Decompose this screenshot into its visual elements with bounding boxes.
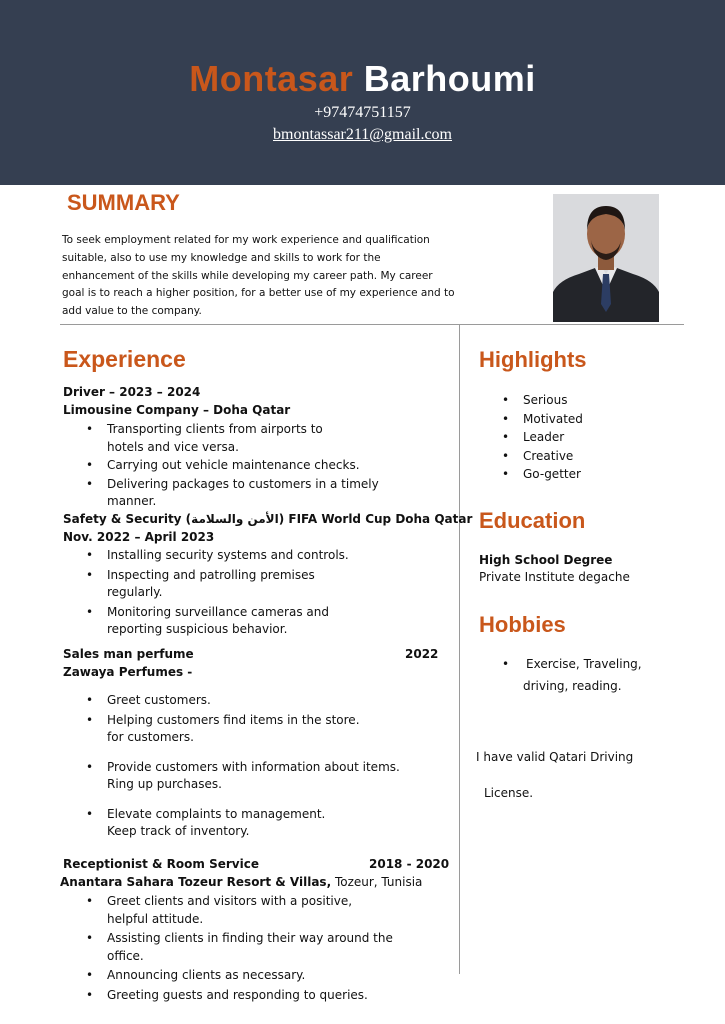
job-title: Safety & Security (الأمن والسلامة) FIFA World Cup Doha Qatar: [63, 512, 473, 526]
job-duties-list: [63, 692, 400, 841]
highlights-list: [479, 391, 583, 484]
experience-heading: Experience: [63, 346, 186, 372]
section-divider-horizontal: [60, 324, 684, 325]
hobbies-continued: driving, reading.: [523, 679, 622, 693]
phone-number: +97474751157: [314, 104, 411, 121]
job-title: Driver – 2023 – 2024: [63, 385, 201, 399]
list-item: • Exercise, Traveling,: [479, 656, 642, 674]
hobbies-list: [479, 656, 642, 674]
education-heading: Education: [479, 508, 586, 533]
list-item: • Provide customers with information about items. Ring up purchases.: [63, 759, 400, 794]
list-item: • Leader: [479, 428, 583, 447]
education-degree: High School Degree: [479, 553, 613, 567]
license-text: I have valid Qatari Driving: [476, 750, 634, 764]
license-text-continued: License.: [484, 786, 534, 800]
candidate-name: [0, 58, 725, 100]
column-divider-vertical: [459, 324, 460, 974]
job-title: Receptionist & Room Service: [63, 857, 259, 871]
job-company: Limousine Company – Doha Qatar: [63, 403, 291, 417]
list-item: • Greeting guests and responding to queries.: [63, 987, 393, 1005]
list-item: • Greet customers.: [63, 692, 400, 710]
list-item: • Assisting clients in finding their way around the office.: [63, 930, 393, 965]
list-item: • Monitoring surveillance cameras and reporting suspicious behavior.: [63, 604, 349, 639]
last-name: Barhoumi: [363, 58, 536, 99]
job-duties-list: [63, 547, 349, 639]
summary-line: add value to the company.: [62, 305, 202, 318]
header-banner: [0, 0, 725, 185]
list-item: • Motivated: [479, 410, 583, 429]
list-item: • Inspecting and patrolling premises regularly.: [63, 567, 349, 602]
job-dates: Nov. 2022 – April 2023: [63, 530, 215, 544]
summary-heading: SUMMARY: [67, 190, 180, 215]
job-years: 2018 - 2020: [369, 857, 450, 871]
first-name: Montasar: [189, 58, 354, 99]
list-item: • Elevate complaints to management. Keep track of inventory.: [63, 806, 400, 841]
job-title: Sales man perfume: [63, 647, 194, 661]
summary-line: suitable, also to use my knowledge and skills to work for the: [62, 251, 381, 264]
highlights-heading: Highlights: [479, 347, 587, 372]
list-item: • Go-getter: [479, 465, 583, 484]
list-item: • Creative: [479, 447, 583, 466]
profile-photo-image: [553, 194, 659, 322]
list-item: • Transporting clients from airports to hotels and vice versa.: [63, 421, 379, 456]
profile-photo: [553, 194, 659, 322]
list-item: • Helping customers find items in the store. for customers.: [63, 712, 400, 747]
list-item: • Greet clients and visitors with a positive, helpful attitude.: [63, 893, 393, 928]
list-item: • Installing security systems and controls.: [63, 547, 349, 565]
summary-text: [62, 232, 457, 321]
summary-line: enhancement of the skills while developing my career path. My career: [62, 269, 433, 282]
summary-line: To seek employment related for my work experience and qualification: [62, 234, 430, 246]
hobbies-heading: Hobbies: [479, 612, 566, 637]
job-duties-list: [63, 893, 393, 1004]
job-company: Zawaya Perfumes -: [63, 665, 193, 679]
job-year: 2022: [405, 647, 439, 661]
list-item: • Serious: [479, 391, 583, 410]
job-duties-list: [63, 421, 379, 511]
job-company: Anantara Sahara Tozeur Resort & Villas, Tozeur, Tunisia: [60, 875, 423, 889]
list-item: • Carrying out vehicle maintenance checks.: [63, 457, 379, 475]
education-institute: Private Institute degache: [479, 570, 630, 584]
list-item: • Delivering packages to customers in a timely manner.: [63, 476, 379, 511]
summary-line: goal is to reach a higher position, for a better use of my experience and to: [62, 287, 455, 300]
list-item: • Announcing clients as necessary.: [63, 967, 393, 985]
job-title-arabic: الأمن والسلامة: [191, 512, 279, 526]
email-link[interactable]: bmontassar211@gmail.com: [273, 126, 452, 143]
